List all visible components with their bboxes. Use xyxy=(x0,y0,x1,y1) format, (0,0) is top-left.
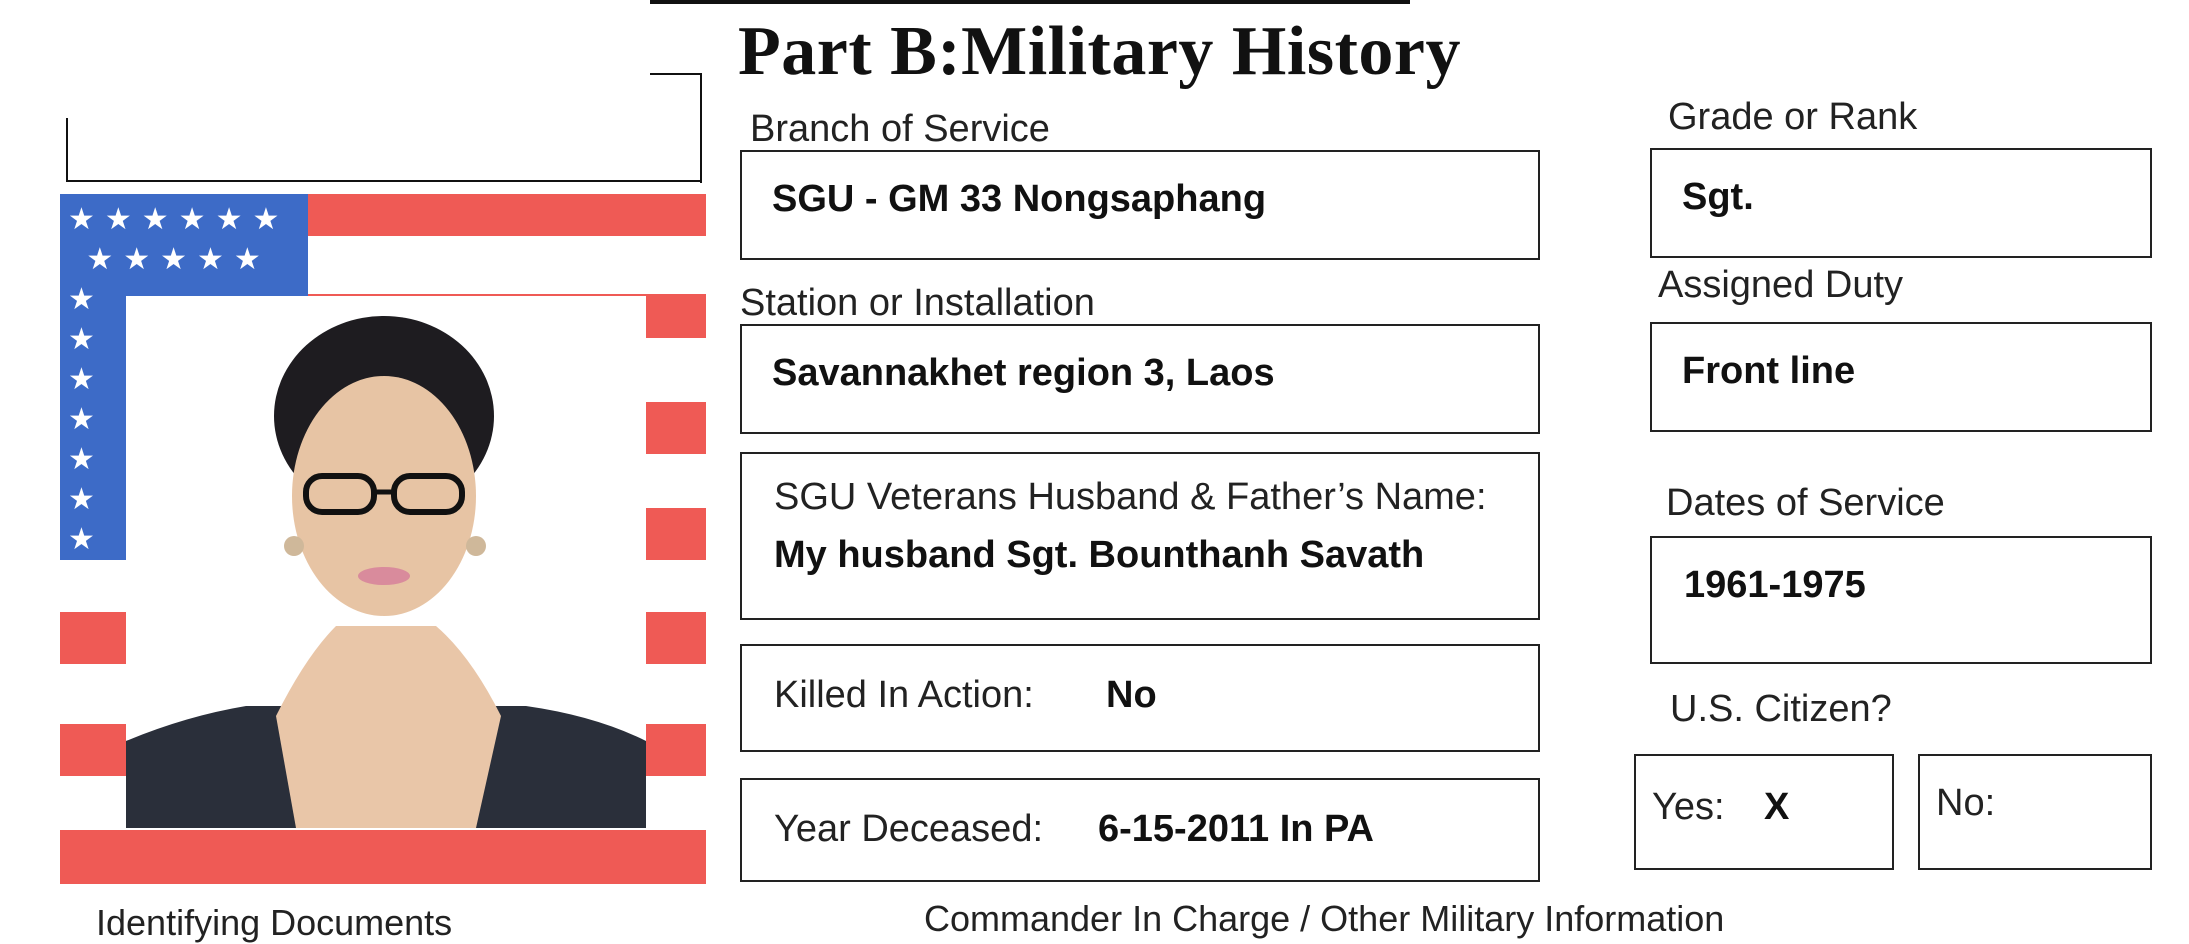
portrait-photo xyxy=(126,296,646,828)
kia-label: Killed In Action: xyxy=(774,674,1034,716)
deceased-field xyxy=(740,778,1540,882)
kia-field xyxy=(740,644,1540,752)
station-field xyxy=(740,324,1540,434)
corner-rule xyxy=(650,73,702,75)
flag-stripe xyxy=(60,830,706,884)
top-rule xyxy=(650,0,1410,4)
commander-info-label: Commander In Charge / Other Military Information xyxy=(924,898,1725,939)
husband-field xyxy=(740,452,1540,620)
dates-label: Dates of Service xyxy=(1666,482,1945,524)
yes-checkbox xyxy=(1634,754,1894,870)
no-label: No: xyxy=(1936,782,1996,824)
portrait-image xyxy=(126,296,646,828)
dates-value: 1961-1975 xyxy=(1684,564,1866,606)
station-label: Station or Installation xyxy=(740,282,1095,324)
branch-field xyxy=(740,150,1540,260)
grade-value: Sgt. xyxy=(1682,176,1754,218)
station-value: Savannakhet region 3, Laos xyxy=(772,352,1275,394)
no-checkbox xyxy=(1918,754,2152,870)
deceased-value: 6-15-2011 In PA xyxy=(1098,808,1375,850)
dates-field xyxy=(1650,536,2152,664)
deceased-label: Year Deceased: xyxy=(774,808,1044,850)
duty-label: Assigned Duty xyxy=(1658,264,1904,306)
page-title: Part B:Military History xyxy=(738,13,1461,90)
branch-label: Branch of Service xyxy=(750,108,1050,150)
yes-label: Yes: xyxy=(1652,786,1725,828)
husband-label: SGU Veterans Husband & Father’s Name: xyxy=(774,476,1487,518)
grade-label: Grade or Rank xyxy=(1668,96,1918,138)
identifying-documents-label: Identifying Documents xyxy=(96,902,453,943)
grade-field xyxy=(1650,148,2152,258)
name-box xyxy=(66,118,702,182)
branch-value: SGU - GM 33 Nongsaphang xyxy=(772,178,1267,220)
citizen-label: U.S. Citizen? xyxy=(1670,688,1892,730)
duty-field xyxy=(1650,322,2152,432)
flag-photo-frame xyxy=(60,194,706,884)
husband-value: My husband Sgt. Bounthanh Savath xyxy=(774,534,1425,576)
stars-icon: ★★★★★★ ★★★★★ ★ ★ ★ ★ ★ ★ ★ xyxy=(68,203,290,556)
kia-value: No xyxy=(1106,674,1157,716)
duty-value: Front line xyxy=(1682,350,1856,392)
yes-mark: X xyxy=(1764,786,1790,828)
